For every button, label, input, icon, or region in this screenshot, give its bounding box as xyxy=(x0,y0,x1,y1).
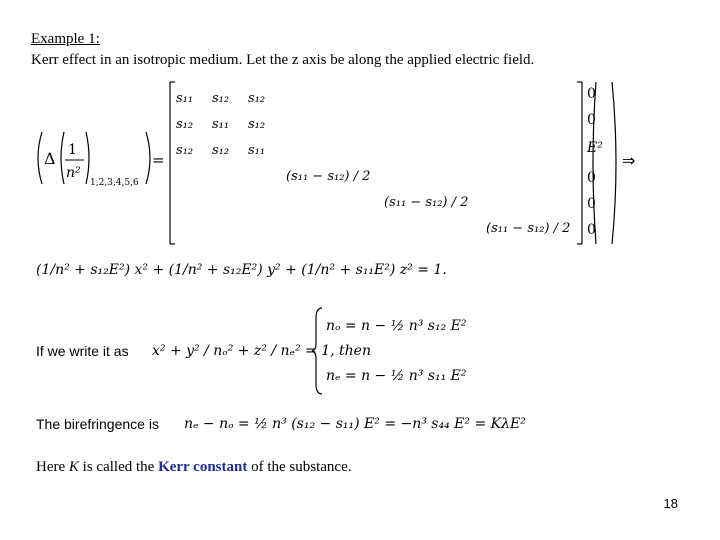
lhs-frac-num: 1 xyxy=(68,142,77,158)
example-title: Example 1: xyxy=(31,31,100,47)
diag-66: (s₁₁ − s₁₂) / 2 xyxy=(486,221,571,236)
m33: s₁₁ xyxy=(248,143,266,158)
page-number: 18 xyxy=(663,496,678,511)
m23: s₁₂ xyxy=(248,117,266,132)
vec-3: 0 xyxy=(587,170,596,186)
m21: s₁₂ xyxy=(176,117,194,132)
birefringence-label: The birefringence is xyxy=(36,416,159,432)
here-suffix: of the substance. xyxy=(247,459,352,475)
subtitle-text: Kerr effect in an isotropic medium. Let the z axis be along the applied electric field. xyxy=(31,52,535,68)
lhs-frac-den: n² xyxy=(66,165,81,181)
lhs-delta-term xyxy=(38,132,165,188)
equals-sign: = xyxy=(152,151,165,169)
write-prefix: If we write it as xyxy=(36,343,129,359)
uniaxial-form-equation: x² + y² / nₒ² + z² / nₑ² = 1, then xyxy=(152,343,371,359)
implies-arrow-icon: ⇒ xyxy=(622,151,636,170)
k-symbol: K xyxy=(68,459,79,475)
extraordinary-index-equation: nₑ = n − ½ n³ s₁₁ E² xyxy=(326,368,467,384)
diag-44: (s₁₁ − s₁₂) / 2 xyxy=(286,169,371,184)
vec-4: 0 xyxy=(587,196,596,212)
birefringence-equation: nₑ − nₒ = ½ n³ (s₁₂ − s₁₁) E² = −n³ s₄₄ E² = KλE² xyxy=(184,416,526,432)
ordinary-index-equation: nₒ = n − ½ n³ s₁₂ E² xyxy=(326,318,467,334)
kerr-constant-term: Kerr constant xyxy=(158,459,248,475)
here-mid: is called the xyxy=(78,459,159,475)
m32: s₁₂ xyxy=(212,143,230,158)
delta-symbol: Δ xyxy=(44,149,56,168)
brace-icon xyxy=(312,306,324,396)
m31: s₁₂ xyxy=(176,143,194,158)
kerr-matrix-equation xyxy=(30,80,690,250)
vec-1: 0 xyxy=(587,112,596,128)
diag-55: (s₁₁ − s₁₂) / 2 xyxy=(384,195,469,210)
here-prefix: Here xyxy=(36,459,69,475)
vec-5: 0 xyxy=(587,222,596,238)
m22: s₁₁ xyxy=(212,117,230,132)
m11: s₁₁ xyxy=(176,91,194,106)
m12: s₁₂ xyxy=(212,91,230,106)
vec-2: E² xyxy=(587,140,603,156)
index-ellipsoid-equation: (1/n² + s₁₂E²) x² + (1/n² + s₁₂E²) y² + (1/n² + s₁₁E²) z² = 1. xyxy=(36,262,447,278)
vec-0: 0 xyxy=(587,86,596,102)
m13: s₁₂ xyxy=(248,91,266,106)
lhs-subscript: 1,2,3,4,5,6 xyxy=(90,178,139,188)
compliance-block xyxy=(176,91,570,236)
kerr-constant-sentence xyxy=(36,459,352,476)
